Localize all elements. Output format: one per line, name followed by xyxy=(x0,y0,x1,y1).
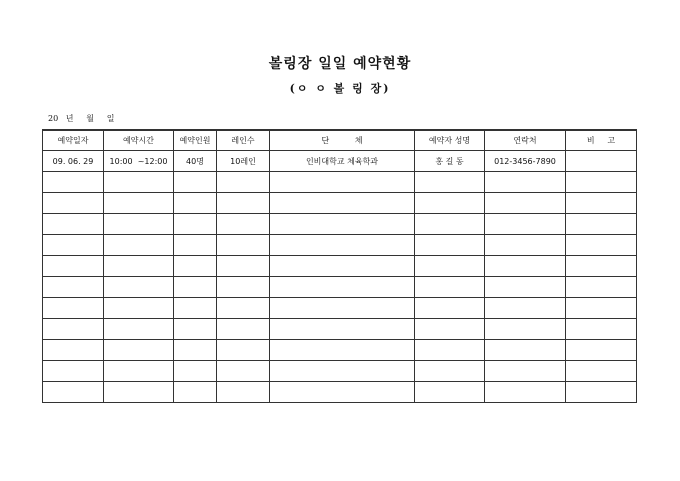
col-contact-cell xyxy=(485,172,566,193)
col-reservation-date-cell xyxy=(43,382,104,403)
col-lane-count-cell xyxy=(217,214,270,235)
col-lane-count-cell xyxy=(217,340,270,361)
col-lane-count-cell: 10레인 xyxy=(217,151,270,172)
col-group-cell xyxy=(270,319,415,340)
table-header-row xyxy=(43,130,637,151)
col-reservation-date-header: 예약일자 xyxy=(43,130,104,151)
table-row xyxy=(43,172,637,193)
table-row xyxy=(43,319,637,340)
col-party-size-cell xyxy=(174,382,217,403)
col-group-cell xyxy=(270,235,415,256)
col-contact-cell xyxy=(485,277,566,298)
col-reserver-name-cell xyxy=(415,361,485,382)
col-reservation-time-cell xyxy=(104,319,174,340)
col-reservation-time-cell xyxy=(104,277,174,298)
col-party-size-cell: 40명 xyxy=(174,151,217,172)
col-remarks-cell xyxy=(566,319,637,340)
col-lane-count-cell xyxy=(217,235,270,256)
table-row xyxy=(43,214,637,235)
col-reserver-name-cell xyxy=(415,298,485,319)
col-contact-cell xyxy=(485,319,566,340)
table-row xyxy=(43,277,637,298)
col-contact-cell xyxy=(485,256,566,277)
col-group-cell: 인비대학교 체육학과 xyxy=(270,151,415,172)
col-contact-cell xyxy=(485,298,566,319)
col-remarks-cell xyxy=(566,214,637,235)
col-contact-cell xyxy=(485,361,566,382)
table-row xyxy=(43,361,637,382)
col-lane-count-header: 레인수 xyxy=(217,130,270,151)
col-contact-cell xyxy=(485,235,566,256)
table-row xyxy=(43,235,637,256)
col-group-cell xyxy=(270,361,415,382)
col-reservation-date-cell xyxy=(43,361,104,382)
col-reservation-date-cell xyxy=(43,319,104,340)
col-remarks-cell xyxy=(566,298,637,319)
col-party-size-cell xyxy=(174,277,217,298)
col-remarks-cell xyxy=(566,361,637,382)
date-line: 20 년 월 일 xyxy=(48,114,115,123)
col-lane-count-cell xyxy=(217,319,270,340)
col-group-cell xyxy=(270,256,415,277)
col-reservation-date-cell xyxy=(43,256,104,277)
col-reservation-time-cell xyxy=(104,235,174,256)
table-row xyxy=(43,382,637,403)
col-lane-count-cell xyxy=(217,277,270,298)
col-reservation-date-cell xyxy=(43,298,104,319)
col-reservation-time-header: 예약시간 xyxy=(104,130,174,151)
col-remarks-header: 비 고 xyxy=(566,130,637,151)
col-reservation-date-cell xyxy=(43,340,104,361)
col-party-size-cell xyxy=(174,235,217,256)
col-reserver-name-header: 예약자 성명 xyxy=(415,130,485,151)
col-contact-cell xyxy=(485,382,566,403)
col-reservation-date-cell xyxy=(43,193,104,214)
col-lane-count-cell xyxy=(217,172,270,193)
col-reservation-time-cell xyxy=(104,193,174,214)
col-remarks-cell xyxy=(566,277,637,298)
table-row xyxy=(43,193,637,214)
col-reservation-date-cell xyxy=(43,235,104,256)
col-remarks-cell xyxy=(566,256,637,277)
col-remarks-cell xyxy=(566,193,637,214)
col-group-cell xyxy=(270,193,415,214)
col-reservation-time-cell xyxy=(104,298,174,319)
document-title: 볼링장 일일 예약현황 xyxy=(268,56,412,72)
col-reservation-date-cell xyxy=(43,172,104,193)
col-lane-count-cell xyxy=(217,382,270,403)
col-reserver-name-cell xyxy=(415,277,485,298)
col-reservation-time-cell xyxy=(104,214,174,235)
table-row xyxy=(43,256,637,277)
col-contact-cell xyxy=(485,193,566,214)
col-reserver-name-cell xyxy=(415,382,485,403)
col-reserver-name-cell xyxy=(415,172,485,193)
col-remarks-cell xyxy=(566,382,637,403)
col-party-size-cell xyxy=(174,361,217,382)
col-remarks-cell xyxy=(566,172,637,193)
col-group-cell xyxy=(270,172,415,193)
reservation-table xyxy=(42,129,637,403)
col-remarks-cell xyxy=(566,235,637,256)
col-lane-count-cell xyxy=(217,361,270,382)
col-lane-count-cell xyxy=(217,193,270,214)
col-reservation-time-cell xyxy=(104,382,174,403)
col-contact-header: 연락처 xyxy=(485,130,566,151)
document-subtitle: (ㅇ ㅇ 볼 링 장) xyxy=(289,82,391,95)
col-group-cell xyxy=(270,214,415,235)
col-lane-count-cell xyxy=(217,256,270,277)
col-remarks-cell xyxy=(566,340,637,361)
col-reservation-time-cell xyxy=(104,361,174,382)
col-reservation-time-cell xyxy=(104,172,174,193)
col-party-size-cell xyxy=(174,319,217,340)
col-reserver-name-cell xyxy=(415,340,485,361)
col-party-size-cell xyxy=(174,193,217,214)
table-row xyxy=(43,340,637,361)
col-group-cell xyxy=(270,298,415,319)
col-contact-cell: 012-3456-7890 xyxy=(485,151,566,172)
col-group-cell xyxy=(270,277,415,298)
col-reservation-date-cell xyxy=(43,277,104,298)
col-party-size-header: 예약인원 xyxy=(174,130,217,151)
col-reservation-date-cell xyxy=(43,214,104,235)
col-group-cell xyxy=(270,382,415,403)
table-row xyxy=(43,151,637,172)
col-lane-count-cell xyxy=(217,298,270,319)
col-remarks-cell xyxy=(566,151,637,172)
col-reservation-time-cell: 10:00 ~12:00 xyxy=(104,151,174,172)
table-row xyxy=(43,298,637,319)
col-reserver-name-cell xyxy=(415,256,485,277)
col-reservation-time-cell xyxy=(104,256,174,277)
col-reserver-name-cell xyxy=(415,319,485,340)
col-party-size-cell xyxy=(174,214,217,235)
col-reserver-name-cell: 홍 길 동 xyxy=(415,151,485,172)
col-party-size-cell xyxy=(174,298,217,319)
col-party-size-cell xyxy=(174,340,217,361)
col-reserver-name-cell xyxy=(415,214,485,235)
col-group-header: 단 체 xyxy=(270,130,415,151)
col-contact-cell xyxy=(485,340,566,361)
col-contact-cell xyxy=(485,214,566,235)
table-body xyxy=(43,151,637,403)
col-party-size-cell xyxy=(174,256,217,277)
col-reservation-date-cell: 09. 06. 29 xyxy=(43,151,104,172)
col-party-size-cell xyxy=(174,172,217,193)
col-reserver-name-cell xyxy=(415,235,485,256)
col-reserver-name-cell xyxy=(415,193,485,214)
col-group-cell xyxy=(270,340,415,361)
col-reservation-time-cell xyxy=(104,340,174,361)
